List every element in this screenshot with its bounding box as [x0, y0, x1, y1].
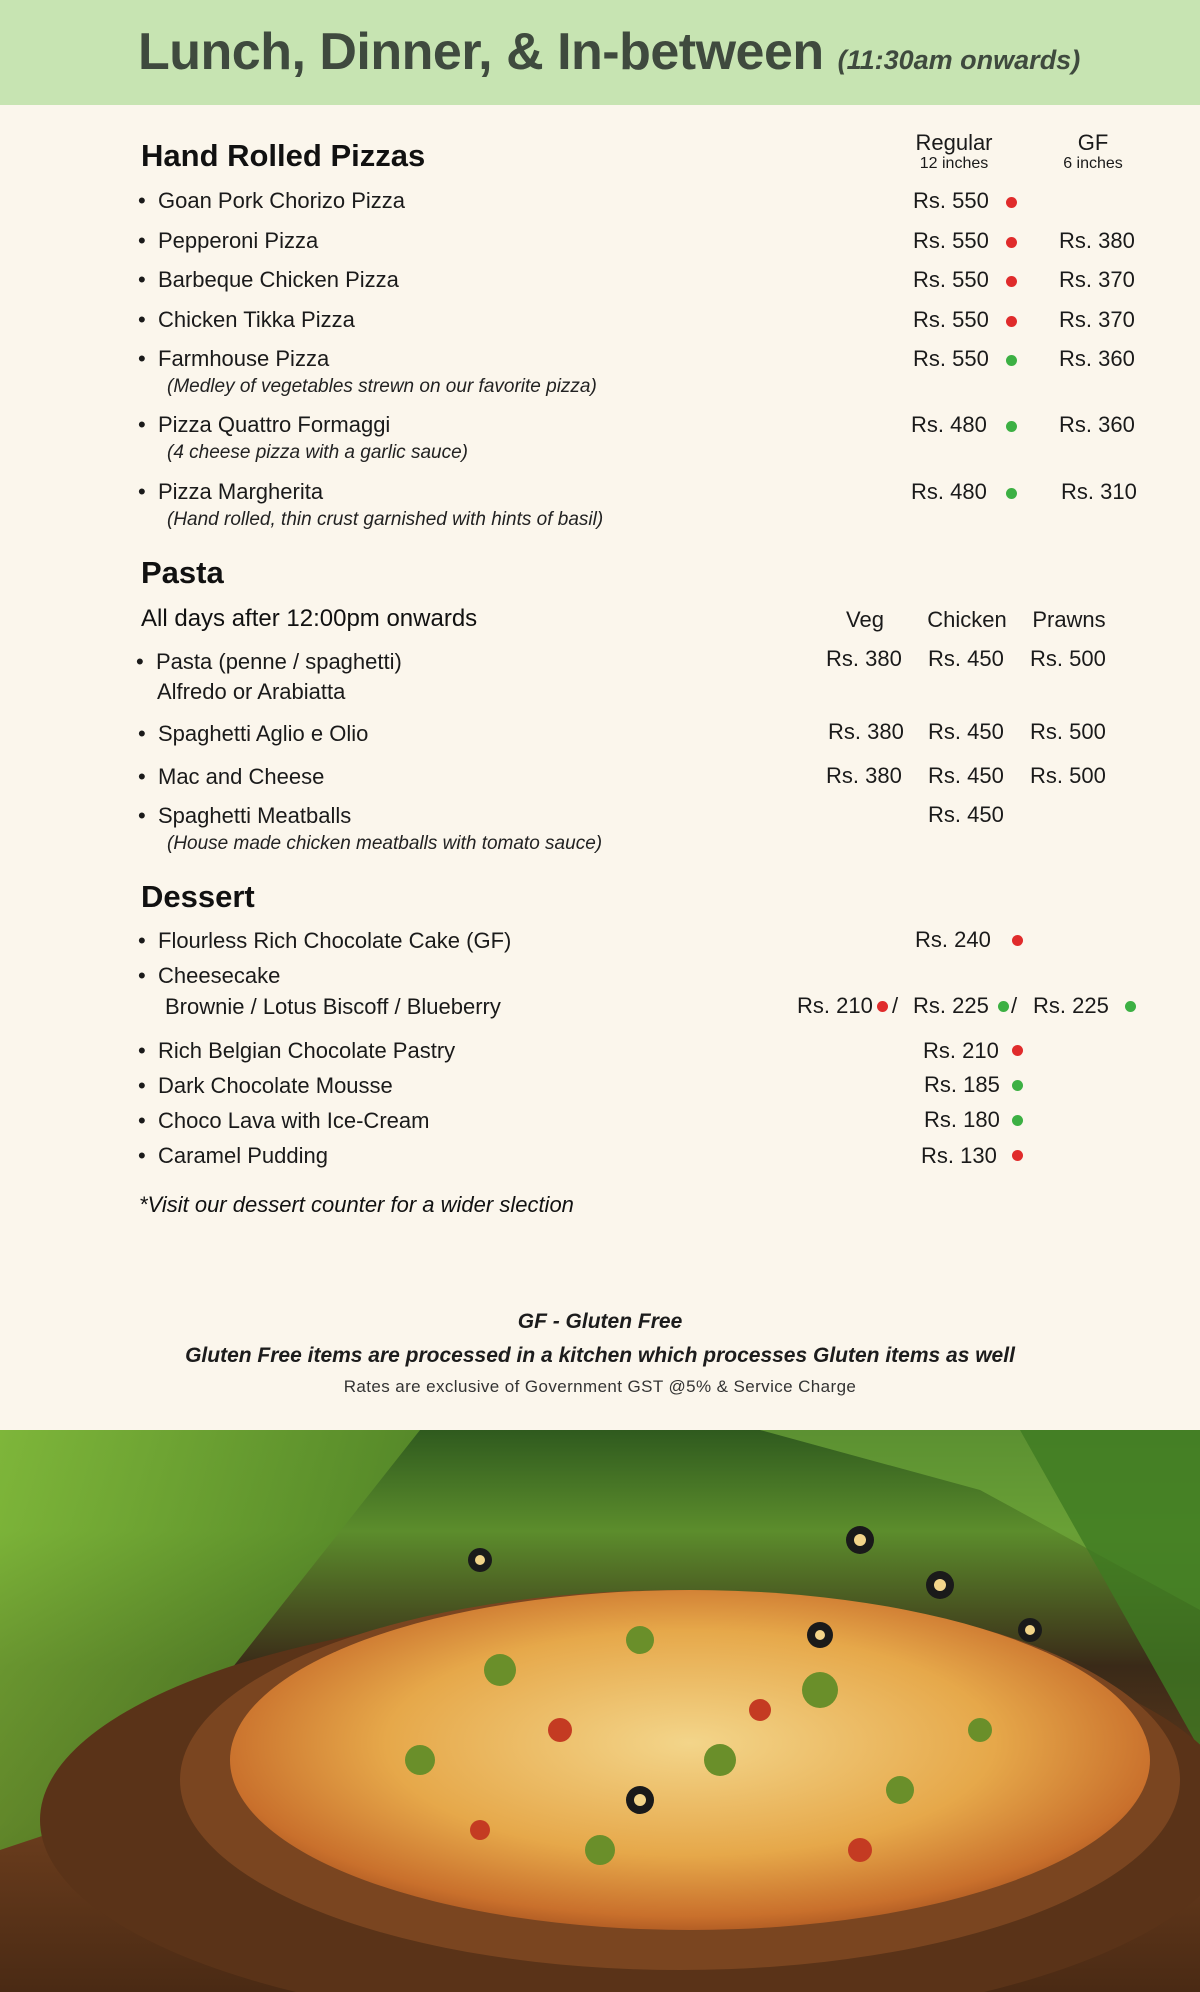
price: Rs. 130 [921, 1143, 997, 1168]
col-header-veg: Veg [846, 607, 884, 632]
section-title-pizzas: Hand Rolled Pizzas [141, 138, 426, 173]
item-name: Barbeque Chicken Pizza [158, 267, 399, 292]
menu-item: • Chicken Tikka Pizza [138, 307, 355, 332]
veg-dot-icon [1125, 1001, 1136, 1012]
menu-item: • Pizza Margherita [138, 479, 324, 504]
nonveg-dot-icon [1006, 316, 1017, 327]
price-gf: Rs. 370 [1059, 307, 1135, 332]
price-gf: Rs. 370 [1059, 267, 1135, 292]
price-veg: Rs. 380 [826, 763, 902, 788]
menu-item: • Farmhouse Pizza [138, 346, 330, 371]
menu-item: • Barbeque Chicken Pizza [138, 267, 399, 292]
price-regular: Rs. 550 [913, 188, 989, 213]
nonveg-dot-icon [1006, 197, 1017, 208]
item-name: Pizza Quattro Formaggi [158, 412, 391, 437]
price-chicken: Rs. 450 [928, 802, 1004, 827]
col-sub-gf: 6 inches [1063, 155, 1123, 172]
item-name: Pasta (penne / spaghetti) [156, 649, 402, 674]
menu-item: • Cheesecake [138, 963, 281, 988]
item-name: Pizza Margherita [158, 479, 324, 504]
veg-dot-icon [1012, 1080, 1023, 1091]
section-title-dessert: Dessert [141, 879, 255, 914]
nonveg-dot-icon [1012, 935, 1023, 946]
item-description: (House made chicken meatballs with tomato sauce) [167, 833, 603, 854]
menu-item: • Spaghetti Aglio e Olio [138, 721, 369, 746]
price-gf: Rs. 360 [1059, 346, 1135, 371]
nonveg-dot-icon [1006, 276, 1017, 287]
item-name: Rich Belgian Chocolate Pastry [158, 1038, 456, 1063]
price-veg: Rs. 380 [826, 646, 902, 671]
price-regular: Rs. 480 [911, 412, 987, 437]
veg-dot-icon [998, 1001, 1009, 1012]
item-name: Flourless Rich Chocolate Cake (GF) [158, 928, 512, 953]
item-name: Spaghetti Aglio e Olio [158, 721, 369, 746]
col-header-chicken: Chicken [927, 607, 1007, 632]
price-brownie: Rs. 210 [797, 993, 873, 1018]
menu-item: • Pasta (penne / spaghetti) [136, 649, 402, 674]
price-regular: Rs. 550 [913, 346, 989, 371]
price-regular: Rs. 550 [913, 307, 989, 332]
nonveg-dot-icon [1012, 1045, 1023, 1056]
price-prawns: Rs. 500 [1030, 646, 1106, 671]
item-name: Pepperoni Pizza [158, 228, 319, 253]
item-name: Goan Pork Chorizo Pizza [158, 188, 405, 213]
menu-item: • Flourless Rich Chocolate Cake (GF) [138, 928, 512, 953]
price: Rs. 180 [924, 1107, 1000, 1132]
tax-note: Rates are exclusive of Government GST @5% & Service Charge [343, 1377, 857, 1396]
item-name-line2: Alfredo or Arabiatta [157, 679, 346, 704]
col-sub-regular: 12 inches [919, 155, 989, 172]
col-header-gf: GF [1077, 130, 1109, 155]
col-header-regular: Regular [915, 130, 993, 155]
item-name: Caramel Pudding [158, 1143, 328, 1168]
item-name: Spaghetti Meatballs [158, 803, 352, 828]
price-gf: Rs. 310 [1061, 479, 1137, 504]
menu-item: • Dark Chocolate Mousse [138, 1073, 393, 1098]
veg-dot-icon [1006, 355, 1017, 366]
item-description: (Medley of vegetables strewn on our favorite pizza) [167, 376, 597, 397]
gf-legend: GF - Gluten Free [517, 1310, 683, 1333]
col-header-prawns: Prawns [1032, 607, 1106, 632]
page-subtitle: (11:30am onwards) [837, 45, 1081, 75]
menu-item: • Spaghetti Meatballs [138, 803, 352, 828]
dessert-note: *Visit our dessert counter for a wider slection [139, 1192, 574, 1217]
menu-item: • Pizza Quattro Formaggi [138, 412, 391, 437]
price-gf: Rs. 360 [1059, 412, 1135, 437]
price-separator: / [892, 993, 899, 1018]
price: Rs. 210 [923, 1038, 999, 1063]
price-separator: / [1011, 993, 1018, 1018]
item-name: Mac and Cheese [158, 764, 325, 789]
item-name: Choco Lava with Ice-Cream [158, 1108, 430, 1133]
veg-dot-icon [1006, 488, 1017, 499]
item-name: Cheesecake [158, 963, 281, 988]
item-name: Chicken Tikka Pizza [158, 307, 355, 332]
pizza-photo [0, 1430, 1200, 1992]
menu-item: • Pepperoni Pizza [138, 228, 319, 253]
price-regular: Rs. 480 [911, 479, 987, 504]
price-blueberry: Rs. 225 [1033, 993, 1109, 1018]
item-name-line2: Brownie / Lotus Biscoff / Blueberry [165, 994, 501, 1019]
price-veg: Rs. 380 [828, 719, 904, 744]
nonveg-dot-icon [1006, 237, 1017, 248]
section-title-pasta: Pasta [141, 555, 224, 590]
price: Rs. 185 [924, 1072, 1000, 1097]
veg-dot-icon [1006, 421, 1017, 432]
gf-disclaimer: Gluten Free items are processed in a kitchen which processes Gluten items as well [185, 1344, 1015, 1367]
price-lotus: Rs. 225 [913, 993, 989, 1018]
page-title: Lunch, Dinner, & In-between (11:30am onwards) [138, 23, 1081, 81]
menu-item: • Rich Belgian Chocolate Pastry [138, 1038, 456, 1063]
price-regular: Rs. 550 [913, 267, 989, 292]
price-prawns: Rs. 500 [1030, 763, 1106, 788]
item-name: Farmhouse Pizza [158, 346, 330, 371]
price: Rs. 240 [915, 927, 991, 952]
pasta-subtitle: All days after 12:00pm onwards [141, 605, 478, 632]
header-banner [0, 0, 1200, 105]
menu-item: • Goan Pork Chorizo Pizza [138, 188, 405, 213]
item-name: Dark Chocolate Mousse [158, 1073, 393, 1098]
nonveg-dot-icon [877, 1001, 888, 1012]
menu-item: • Mac and Cheese [138, 764, 325, 789]
pizza-illustration [0, 1430, 1200, 1992]
price-gf: Rs. 380 [1059, 228, 1135, 253]
price-chicken: Rs. 450 [928, 763, 1004, 788]
menu-item: • Choco Lava with Ice-Cream [138, 1108, 430, 1133]
price-chicken: Rs. 450 [928, 719, 1004, 744]
item-description: (4 cheese pizza with a garlic sauce) [167, 442, 468, 463]
menu-item: • Caramel Pudding [138, 1143, 328, 1168]
veg-dot-icon [1012, 1115, 1023, 1126]
price-regular: Rs. 550 [913, 228, 989, 253]
price-prawns: Rs. 500 [1030, 719, 1106, 744]
nonveg-dot-icon [1012, 1150, 1023, 1161]
price-chicken: Rs. 450 [928, 646, 1004, 671]
item-description: (Hand rolled, thin crust garnished with hints of basil) [167, 509, 604, 530]
